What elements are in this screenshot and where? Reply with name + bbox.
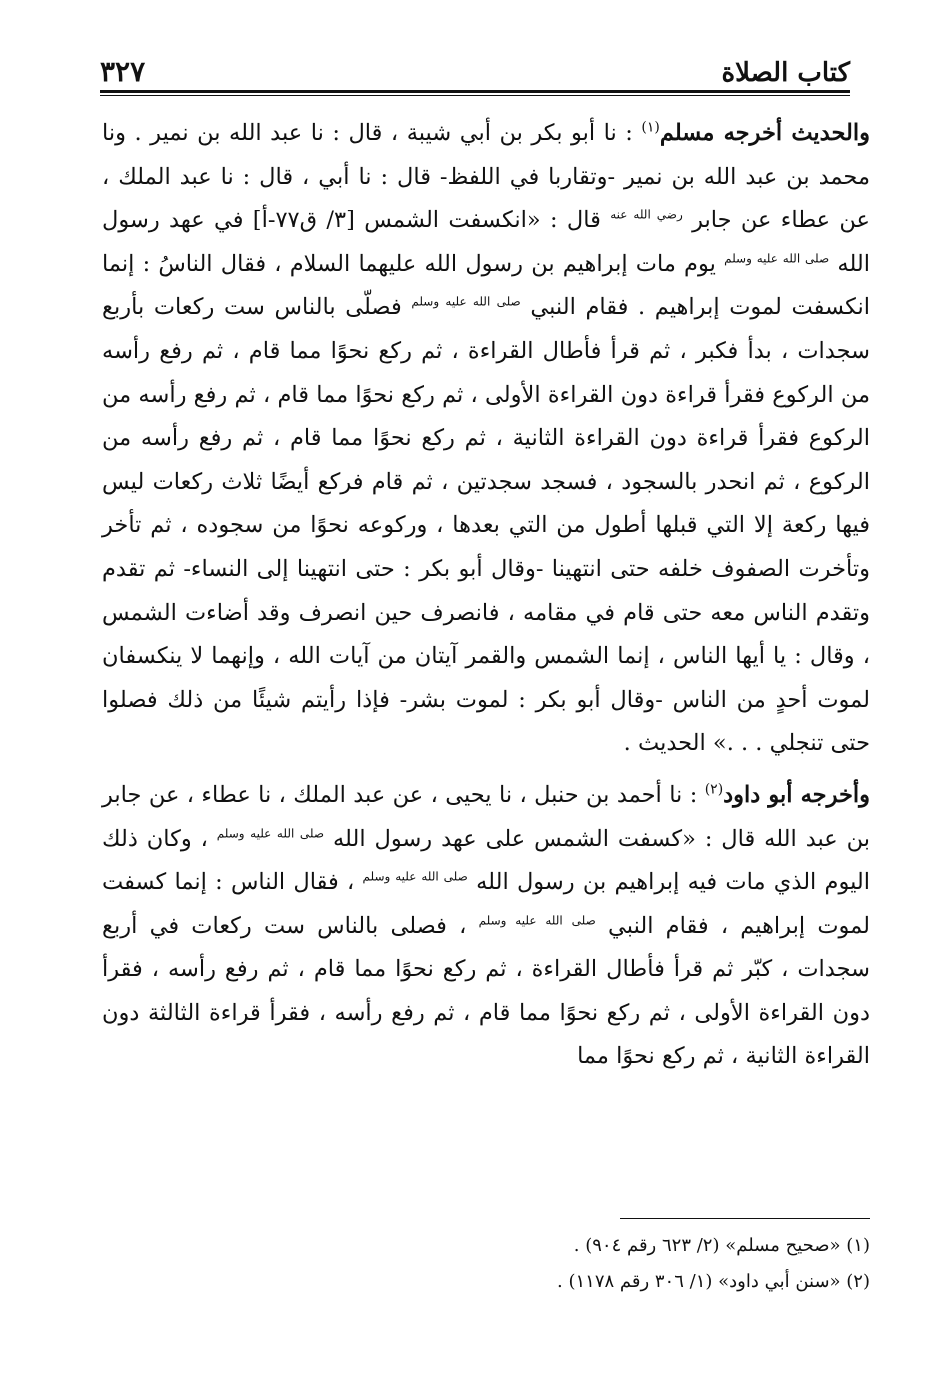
paragraph-abu-dawud [102,774,870,1079]
paragraph-text: ، وكان ذلك اليوم الذي مات فيه إبراهيم بن رسول الله [102,825,870,896]
paragraph-text: : نا أحمد بن حنبل ، نا يحيى ، عن عبد الملك ، نا عطاء ، عن جابر بن عبد الله قال : «كسفت الشمس على عهد رسول الله [102,781,871,852]
running-title: كتاب الصلاة [721,58,850,88]
footnote-rule [620,1218,870,1219]
paragraph-lead: والحديث أخرجه مسلم [659,120,870,146]
paragraph-text: : نا أبو بكر بن أبي شيبة ، قال : نا عبد الله بن نمير . ونا محمد بن عبد الله بن نمير -وتقاربا في اللفظ- قال : نا أبي ، قال : نا عبد الملك ، عن عطاء عن جابر [102,120,870,234]
honorific-glyph: صلى الله عليه وسلم [724,251,830,266]
paragraph-text: ، فصلى بالناس ست ركعات في أربع سجدات ، كبّر ثم قرأ فأطال القراءة ، ثم ركع نحوًا مما قام ، ثم رفع رأسه ، فقرأ دون القراءة الأولى ، ثم ركع نحوًا مما قام ، ثم رفع رأسه ، فقرأ قراءة الثالثة دون القراءة الثانية ، ثم ركع نحوًا مما [102,912,870,1070]
paragraph-muslim [102,112,870,766]
main-text [102,112,870,1087]
paragraph-text: يوم مات إبراهيم بن رسول الله عليهما السلام ، فقال الناسُ : إنما انكسفت لموت إبراهيم . فقام النبي [102,250,871,321]
paragraph-text: فصلّى بالناس ست ركعات بأربع سجدات ، بدأ فكبر ، ثم قرأ فأطال القراءة ، ثم ركع نحوًا مما قام ، ثم رفع رأسه من الركوع فقرأ قراءة دون القراءة الأولى ، ثم ركع نحوًا مما قام ، ثم رفع رأسه من الركوع فقرأ قراءة دون القراءة الثانية ، ثم ركع نحوًا مما قام ، ثم رفع رأسه من الركوع ، ثم انحدر بالسجود ، فسجد سجدتين ، ثم قام فركع أيضًا ثلاث ركعات ليس فيها ركعة إلا التي قبلها أطول من التي بعدها ، وركوعه نحوًا من سجوده ، ثم تأخر وتأخرت الصفوف خلفه حتى انتهينا -وقال أبو بكر : حتى انتهينا إلى النساء- ثم تقدم وتقدم الناس معه حتى قام في مقامه ، فانصرف حين انصرف وقد أضاءت الشمس ، وقال : يا أيها الناس ، إنما الشمس والقمر آيتان من آيات الله ، وإنهما لا ينكسفان لموت أحدٍ من الناس -وقال أبو بكر : لموت بشر- فإذا رأيتم شيئًا من ذلك فصلوا حتى تنجلي . . .» الحديث . [102,294,870,757]
page-number: ٣٢٧ [100,55,146,88]
paragraph-text: قال : «انكسفت الشمس [٣/ ق٧٧-أ] في عهد رسول الله [102,207,870,277]
honorific-glyph: صلى الله عليه وسلم [411,294,521,309]
honorific-glyph: صلى الله عليه وسلم [216,826,325,840]
paragraph-lead: وأخرجه أبو داود [723,781,871,808]
footnotes [100,1228,870,1300]
footnote-ref: (١) [641,119,660,136]
header-rule-thin [100,95,850,96]
honorific-glyph: رضي الله عنه [610,207,683,222]
paragraph-text: ، فقال الناس : إنما كسفت لموت إبراهيم ، فقام النبي [102,869,870,939]
honorific-glyph: صلى الله عليه وسلم [478,913,596,928]
page-header [100,40,850,88]
footnote-ref: (٢) [704,781,724,798]
header-rule-thick [100,90,850,93]
honorific-glyph: صلى الله عليه وسلم [362,869,468,884]
footnote-1: (١) «صحيح مسلم» (٢/ ٦٢٣ رقم ٩٠٤) . [573,1235,870,1256]
footnote-2: (٢) «سنن أبي داود» (١/ ٣٠٦ رقم ١١٧٨) . [557,1271,870,1292]
